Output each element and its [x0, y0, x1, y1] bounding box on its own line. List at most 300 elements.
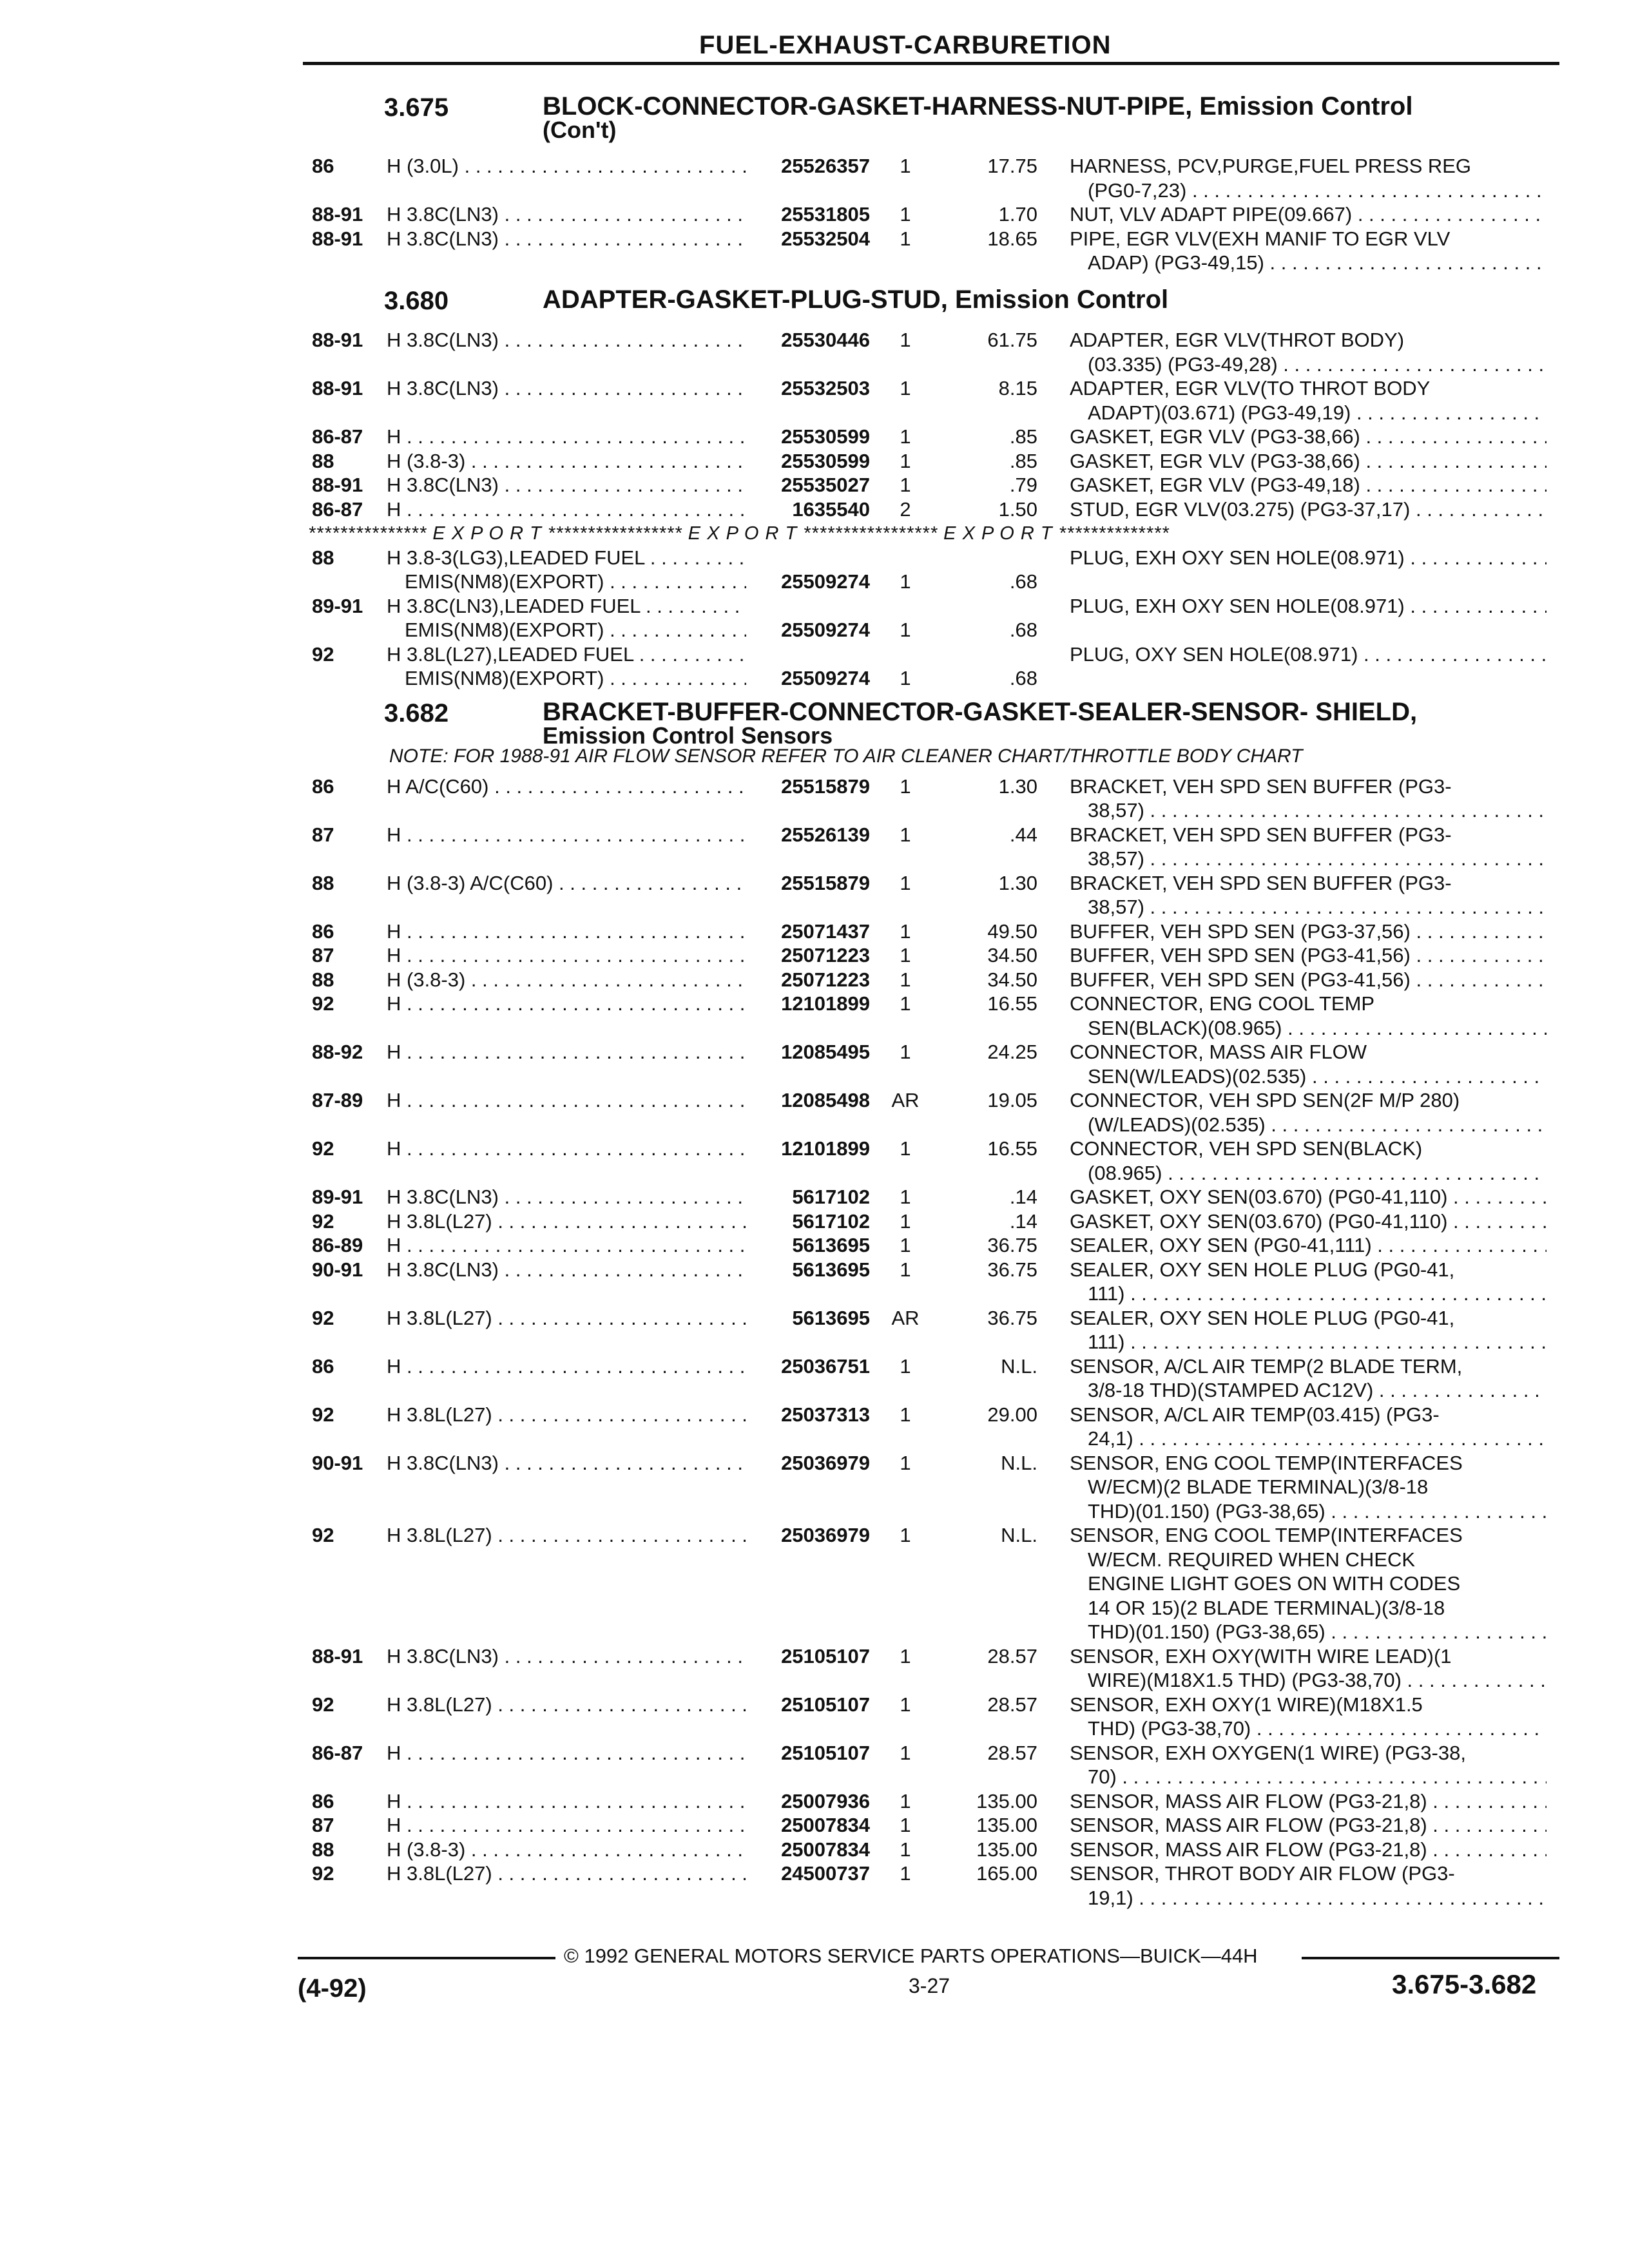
section-title: BRACKET-BUFFER-CONNECTOR-GASKET-SEALER-SENSOR- SHIELD,	[543, 698, 1418, 726]
part-row-line	[0, 1427, 1629, 1450]
quantity: 1	[900, 155, 911, 177]
model-year: 92	[312, 642, 334, 666]
part-number: 25515879	[781, 774, 870, 798]
part-row-line	[0, 1162, 1629, 1185]
footer-rule-left	[298, 1957, 555, 1959]
description: CONNECTOR, MASS AIR FLOW	[1070, 1041, 1367, 1063]
part-row-line	[0, 847, 1629, 870]
description: SENSOR, MASS AIR FLOW (PG3-21,8) . . .	[1070, 1838, 1547, 1861]
price: 29.00	[987, 1403, 1037, 1426]
part-row-line	[0, 1838, 1629, 1861]
quantity: 2	[900, 497, 911, 521]
description: BUFFER, VEH SPD SEN (PG3-41,56) . . .	[1070, 944, 1547, 967]
quantity: 1	[900, 1814, 911, 1836]
part-row-line	[0, 799, 1629, 822]
description: SEALER, OXY SEN HOLE PLUG (PG0-41,	[1070, 1306, 1455, 1329]
part-row-line	[0, 1548, 1629, 1571]
description: 38,57) . . .	[1088, 896, 1547, 919]
description: ADAPTER, EGR VLV(TO THROT BODY	[1070, 377, 1431, 399]
quantity: 1	[900, 1451, 911, 1474]
description: WIRE)(M18X1.5 THD) (PG3-38,70) . . .	[1088, 1669, 1547, 1692]
section-title: ADAPTER-GASKET-PLUG-STUD, Emission Control	[543, 285, 1169, 314]
description: SENSOR, ENG COOL TEMP(INTERFACES	[1070, 1524, 1463, 1546]
model-year: 92	[312, 1306, 334, 1329]
price: .68	[1009, 570, 1037, 593]
description: THD)(01.150) (PG3-38,65) . . .	[1088, 1620, 1547, 1644]
part-number: 25530599	[781, 425, 870, 448]
description: GASKET, EGR VLV (PG3-38,66) . . .	[1070, 450, 1547, 473]
price: 61.75	[987, 329, 1037, 351]
part-row-line	[0, 1887, 1629, 1910]
price: 36.75	[987, 1306, 1037, 1329]
model-year: 86-89	[312, 1234, 363, 1256]
part-number: 25509274	[781, 570, 870, 593]
quantity: 1	[900, 1186, 911, 1208]
model-year: 86	[312, 1789, 334, 1812]
description: SENSOR, THROT BODY AIR FLOW (PG3-	[1070, 1862, 1455, 1885]
application: EMIS(NM8)(EXPORT) . . .	[405, 667, 746, 690]
description: SENSOR, MASS AIR FLOW (PG3-21,8) . . .	[1070, 1790, 1547, 1813]
part-row-line	[0, 1017, 1629, 1040]
application: H 3.8C(LN3) . . .	[387, 329, 746, 352]
part-row-line	[0, 1186, 1629, 1209]
application: H . . .	[387, 1790, 746, 1813]
section-subtitle: (Con't)	[543, 117, 617, 143]
description: SENSOR, A/CL AIR TEMP(2 BLADE TERM,	[1070, 1354, 1463, 1378]
model-year: 92	[312, 1209, 334, 1233]
quantity: 1	[900, 425, 911, 448]
part-row-line	[0, 1307, 1629, 1330]
part-row-line	[0, 227, 1629, 251]
part-number: 25036979	[781, 1451, 870, 1474]
model-year: 86-87	[312, 497, 363, 521]
part-row-line	[0, 1790, 1629, 1813]
application: H 3.8L(L27) . . .	[387, 1862, 746, 1885]
part-row-line	[0, 1862, 1629, 1885]
quantity: 1	[900, 1862, 911, 1885]
model-year: 86	[312, 155, 334, 177]
quantity: 1	[900, 1644, 911, 1667]
model-year: 92	[312, 1862, 334, 1885]
description: 19,1) . . .	[1088, 1887, 1547, 1910]
part-row-line	[0, 667, 1629, 690]
application: H . . .	[387, 920, 746, 943]
part-row-line	[0, 450, 1629, 473]
description: 111) . . .	[1088, 1282, 1547, 1305]
quantity: 1	[900, 1354, 911, 1378]
part-row-line	[0, 1065, 1629, 1088]
part-row-line	[0, 872, 1629, 895]
quantity: 1	[900, 1041, 911, 1063]
model-year: 87	[312, 944, 334, 966]
part-number: 1635540	[792, 497, 870, 521]
description: BUFFER, VEH SPD SEN (PG3-41,56) . . .	[1070, 968, 1547, 992]
part-number: 5613695	[792, 1234, 870, 1256]
description: BRACKET, VEH SPD SEN BUFFER (PG3-	[1070, 774, 1452, 798]
description: 14 OR 15)(2 BLADE TERMINAL)(3/8-18	[1088, 1596, 1445, 1619]
description: (PG0-7,23) . . .	[1088, 179, 1547, 202]
model-year: 89-91	[312, 594, 363, 617]
price: 28.57	[987, 1644, 1037, 1667]
description: CONNECTOR, ENG COOL TEMP	[1070, 992, 1375, 1015]
part-row-line	[0, 1524, 1629, 1547]
model-year: 87	[312, 823, 334, 846]
quantity: 1	[900, 1524, 911, 1546]
application: H . . .	[387, 1089, 746, 1112]
part-number: 5613695	[792, 1258, 870, 1281]
description: SEALER, OXY SEN HOLE PLUG (PG0-41,	[1070, 1258, 1455, 1281]
part-row-line	[0, 155, 1629, 178]
model-year: 92	[312, 1524, 334, 1546]
part-row-line	[0, 425, 1629, 448]
application: H 3.8L(L27) . . .	[387, 1403, 746, 1427]
description: 24,1) . . .	[1088, 1427, 1547, 1450]
quantity: 1	[900, 377, 911, 399]
application: H 3.8L(L27) . . .	[387, 1307, 746, 1330]
price: 135.00	[976, 1789, 1037, 1812]
quantity: 1	[900, 871, 911, 894]
part-row-line	[0, 968, 1629, 992]
application: H . . .	[387, 1041, 746, 1064]
description: SENSOR, MASS AIR FLOW (PG3-21,8) . . .	[1070, 1814, 1547, 1837]
running-head: FUEL-EXHAUST-CARBURETION	[699, 31, 1112, 59]
description: 70) . . .	[1088, 1765, 1547, 1789]
description: 38,57) . . .	[1088, 799, 1547, 822]
part-number: 25071223	[781, 968, 870, 991]
part-row-line	[0, 823, 1629, 847]
part-row-line	[0, 251, 1629, 274]
part-row-line	[0, 643, 1629, 666]
application: EMIS(NM8)(EXPORT) . . .	[405, 619, 746, 642]
part-row-line	[0, 920, 1629, 943]
quantity: 1	[900, 1693, 911, 1716]
description: W/ECM)(2 BLADE TERMINAL)(3/8-18	[1088, 1475, 1429, 1498]
model-year: 92	[312, 992, 334, 1015]
quantity: 1	[900, 329, 911, 351]
part-row-line	[0, 1452, 1629, 1475]
price: 34.50	[987, 968, 1037, 991]
application: H 3.8L(L27) . . .	[387, 1693, 746, 1716]
quantity: 1	[900, 570, 911, 593]
price: 165.00	[976, 1862, 1037, 1885]
part-row-line	[0, 1379, 1629, 1402]
description: PIPE, EGR VLV(EXH MANIF TO EGR VLV	[1070, 227, 1451, 250]
application: H . . .	[387, 1814, 746, 1837]
description: PLUG, EXH OXY SEN HOLE(08.971) . . .	[1070, 546, 1547, 570]
part-row-line	[0, 944, 1629, 967]
part-number: 5617102	[792, 1209, 870, 1233]
section-number: 3.680	[384, 287, 449, 315]
application: H 3.8C(LN3) . . .	[387, 203, 746, 226]
footer-rule-right	[1302, 1957, 1559, 1959]
application: H . . .	[387, 823, 746, 847]
price: 18.65	[987, 227, 1037, 250]
quantity: 1	[900, 619, 911, 641]
model-year: 89-91	[312, 1186, 363, 1208]
price: 19.05	[987, 1089, 1037, 1111]
description: 111) . . .	[1088, 1331, 1547, 1354]
part-row-line	[0, 1597, 1629, 1620]
description: CONNECTOR, VEH SPD SEN(BLACK)	[1070, 1137, 1423, 1160]
part-row-line	[0, 896, 1629, 919]
model-year: 88-91	[312, 329, 363, 351]
part-row-line	[0, 401, 1629, 425]
model-year: 88	[312, 1838, 334, 1861]
price: 28.57	[987, 1741, 1037, 1764]
quantity: 1	[900, 667, 911, 689]
part-row-line	[0, 546, 1629, 570]
part-row-line	[0, 1814, 1629, 1837]
part-row-line	[0, 1765, 1629, 1789]
application: H (3.8-3) A/C(C60) . . .	[387, 872, 746, 895]
part-row-line	[0, 570, 1629, 593]
part-number: 25530599	[781, 449, 870, 472]
price: 135.00	[976, 1814, 1037, 1836]
part-row-line	[0, 1041, 1629, 1064]
part-row-line	[0, 1355, 1629, 1378]
price: 49.50	[987, 919, 1037, 943]
part-row-line	[0, 619, 1629, 642]
part-row-line	[0, 353, 1629, 376]
model-year: 88	[312, 449, 334, 472]
description: PLUG, EXH OXY SEN HOLE(08.971) . . .	[1070, 595, 1547, 618]
description: SEALER, OXY SEN (PG0-41,111) . . .	[1070, 1234, 1547, 1257]
application: H (3.8-3) . . .	[387, 968, 746, 992]
application: H . . .	[387, 992, 746, 1015]
quantity: AR	[891, 1306, 920, 1329]
part-row-line	[0, 1113, 1629, 1137]
price: N.L.	[1001, 1354, 1037, 1378]
application: H (3.8-3) . . .	[387, 1838, 746, 1861]
model-year: 90-91	[312, 1258, 363, 1281]
quantity: 1	[900, 992, 911, 1015]
description: (W/LEADS)(02.535) . . .	[1088, 1113, 1547, 1137]
application: H 3.8C(LN3) . . .	[387, 1258, 746, 1282]
application: H 3.8L(L27),LEADED FUEL . . .	[387, 643, 746, 666]
model-year: 88-91	[312, 474, 363, 496]
part-number: 25509274	[781, 667, 870, 689]
model-year: 87-89	[312, 1089, 363, 1111]
price: 8.15	[998, 377, 1037, 399]
part-row-line	[0, 1645, 1629, 1668]
model-year: 92	[312, 1693, 334, 1716]
application: H 3.8C(LN3) . . .	[387, 377, 746, 400]
model-year: 90-91	[312, 1451, 363, 1474]
price: 1.70	[998, 203, 1037, 226]
section-number: 3.675	[384, 93, 449, 122]
description: ADAPTER, EGR VLV(THROT BODY)	[1070, 329, 1405, 351]
price: 34.50	[987, 944, 1037, 966]
price: 16.55	[987, 1137, 1037, 1160]
price: 135.00	[976, 1838, 1037, 1861]
part-row-line	[0, 1742, 1629, 1765]
application: H . . .	[387, 1137, 746, 1160]
part-number: 12085495	[781, 1041, 870, 1063]
application: H (3.0L) . . .	[387, 155, 746, 178]
description: ENGINE LIGHT GOES ON WITH CODES	[1088, 1572, 1461, 1595]
section-subtitle: Emission Control Sensors	[543, 722, 833, 749]
model-year: 86	[312, 1354, 334, 1378]
part-number: 25007936	[781, 1789, 870, 1812]
application: H (3.8-3) . . .	[387, 450, 746, 473]
part-number: 25007834	[781, 1814, 870, 1836]
part-number: 25036979	[781, 1524, 870, 1546]
part-row-line	[0, 1500, 1629, 1523]
application: H 3.8C(LN3),LEADED FUEL . . .	[387, 595, 746, 618]
model-year: 88-91	[312, 203, 363, 226]
part-number: 5613695	[792, 1306, 870, 1329]
part-number: 25535027	[781, 474, 870, 496]
application: EMIS(NM8)(EXPORT) . . .	[405, 570, 746, 593]
part-row-line	[0, 1210, 1629, 1233]
quantity: 1	[900, 968, 911, 991]
description: SENSOR, EXH OXY(WITH WIRE LEAD)(1	[1070, 1644, 1452, 1667]
part-row-line	[0, 1258, 1629, 1282]
quantity: 1	[900, 1234, 911, 1256]
part-number: 25531805	[781, 203, 870, 226]
description: SEN(W/LEADS)(02.535) . . .	[1088, 1065, 1547, 1088]
price: .85	[1009, 425, 1037, 448]
price: .68	[1009, 667, 1037, 689]
part-row-line	[0, 1669, 1629, 1692]
quantity: 1	[900, 1789, 911, 1812]
part-number: 25105107	[781, 1741, 870, 1764]
application: H 3.8L(L27) . . .	[387, 1524, 746, 1547]
quantity: 1	[900, 1741, 911, 1764]
part-number: 25037313	[781, 1403, 870, 1426]
part-row-line	[0, 1475, 1629, 1499]
part-number: 12085498	[781, 1089, 870, 1111]
quantity: 1	[900, 1258, 911, 1281]
part-number: 25532503	[781, 377, 870, 399]
model-year: 86	[312, 919, 334, 943]
part-row-line	[0, 1403, 1629, 1427]
quantity: 1	[900, 823, 911, 846]
part-row-line	[0, 377, 1629, 400]
section-note: NOTE: FOR 1988-91 AIR FLOW SENSOR REFER TO AIR CLEANER CHART/THROTTLE BODY CHART	[389, 745, 1303, 767]
description: BUFFER, VEH SPD SEN (PG3-37,56) . . .	[1070, 920, 1547, 943]
description: HARNESS, PCV,PURGE,FUEL PRESS REG	[1070, 155, 1472, 177]
price: .44	[1009, 823, 1037, 846]
part-row-line	[0, 1137, 1629, 1160]
description: NUT, VLV ADAPT PIPE(09.667) . . .	[1070, 203, 1547, 226]
model-year: 88-91	[312, 377, 363, 399]
quantity: AR	[891, 1089, 920, 1111]
quantity: 1	[900, 1137, 911, 1160]
part-row-line	[0, 1572, 1629, 1595]
part-number: 25007834	[781, 1838, 870, 1861]
application: H 3.8C(LN3) . . .	[387, 474, 746, 497]
quantity: 1	[900, 1838, 911, 1861]
part-row-line	[0, 1717, 1629, 1740]
model-year: 87	[312, 1814, 334, 1836]
part-number: 25105107	[781, 1693, 870, 1716]
application: H 3.8C(LN3) . . .	[387, 1645, 746, 1668]
quantity: 1	[900, 474, 911, 496]
quantity: 1	[900, 1209, 911, 1233]
description: GASKET, EGR VLV (PG3-49,18) . . .	[1070, 474, 1547, 497]
quantity: 1	[900, 203, 911, 226]
description: SENSOR, ENG COOL TEMP(INTERFACES	[1070, 1451, 1463, 1474]
part-number: 24500737	[781, 1862, 870, 1885]
part-number: 25071223	[781, 944, 870, 966]
price: .14	[1009, 1209, 1037, 1233]
part-row-line	[0, 595, 1629, 618]
model-year: 88	[312, 968, 334, 991]
quantity: 1	[900, 944, 911, 966]
description: PLUG, OXY SEN HOLE(08.971) . . .	[1070, 643, 1547, 666]
application: H . . .	[387, 498, 746, 521]
date-code: (4-92)	[298, 1974, 367, 2003]
description: SENSOR, EXH OXY(1 WIRE)(M18X1.5	[1070, 1693, 1423, 1716]
section-number: 3.682	[384, 699, 449, 727]
description: W/ECM. REQUIRED WHEN CHECK	[1088, 1548, 1416, 1571]
model-year: 88-91	[312, 1644, 363, 1667]
description: 38,57) . . .	[1088, 847, 1547, 870]
part-number: 25071437	[781, 919, 870, 943]
description: THD)(01.150) (PG3-38,65) . . .	[1088, 1500, 1547, 1523]
application: H 3.8L(L27) . . .	[387, 1210, 746, 1233]
quantity: 1	[900, 1403, 911, 1426]
part-row-line	[0, 1620, 1629, 1644]
description: THD) (PG3-38,70) . . .	[1088, 1717, 1547, 1740]
quantity: 1	[900, 449, 911, 472]
model-year: 88	[312, 546, 334, 569]
model-year: 88-91	[312, 227, 363, 250]
model-year: 86-87	[312, 425, 363, 448]
part-row-line	[0, 203, 1629, 226]
description: 3/8-18 THD)(STAMPED AC12V) . . .	[1088, 1379, 1547, 1402]
part-row-line	[0, 1331, 1629, 1354]
description: GASKET, OXY SEN(03.670) (PG0-41,110) . . .	[1070, 1210, 1547, 1233]
part-row-line	[0, 329, 1629, 352]
part-row-line	[0, 179, 1629, 202]
application: H . . .	[387, 425, 746, 448]
part-row-line	[0, 1693, 1629, 1716]
model-year: 88	[312, 871, 334, 894]
application: H . . .	[387, 944, 746, 967]
header-rule	[303, 62, 1559, 65]
part-number: 25526139	[781, 823, 870, 846]
price: 1.30	[998, 871, 1037, 894]
section-title: BLOCK-CONNECTOR-GASKET-HARNESS-NUT-PIPE, Emission Control	[543, 92, 1413, 120]
price: 1.30	[998, 774, 1037, 798]
description: ADAP) (PG3-49,15) . . .	[1088, 251, 1547, 274]
model-year: 88-92	[312, 1041, 363, 1063]
application: H 3.8-3(LG3),LEADED FUEL . . .	[387, 546, 746, 570]
application: H A/C(C60) . . .	[387, 775, 746, 798]
part-number: 12101899	[781, 1137, 870, 1160]
price: 36.75	[987, 1258, 1037, 1281]
description: GASKET, EGR VLV (PG3-38,66) . . .	[1070, 425, 1547, 448]
price: 17.75	[987, 155, 1037, 177]
description: SENSOR, EXH OXYGEN(1 WIRE) (PG3-38,	[1070, 1741, 1466, 1764]
part-row-line	[0, 498, 1629, 521]
quantity: 1	[900, 227, 911, 250]
price: N.L.	[1001, 1451, 1037, 1474]
price: 28.57	[987, 1693, 1037, 1716]
part-row-line	[0, 775, 1629, 798]
part-row-line	[0, 992, 1629, 1015]
application: H 3.8C(LN3) . . .	[387, 1452, 746, 1475]
section-range: 3.675-3.682	[1392, 1969, 1537, 1999]
part-number: 5617102	[792, 1186, 870, 1208]
price: N.L.	[1001, 1524, 1037, 1546]
price: 16.55	[987, 992, 1037, 1015]
description: ADAPT)(03.671) (PG3-49,19) . . .	[1088, 401, 1547, 425]
application: H . . .	[387, 1355, 746, 1378]
application: H . . .	[387, 1742, 746, 1765]
